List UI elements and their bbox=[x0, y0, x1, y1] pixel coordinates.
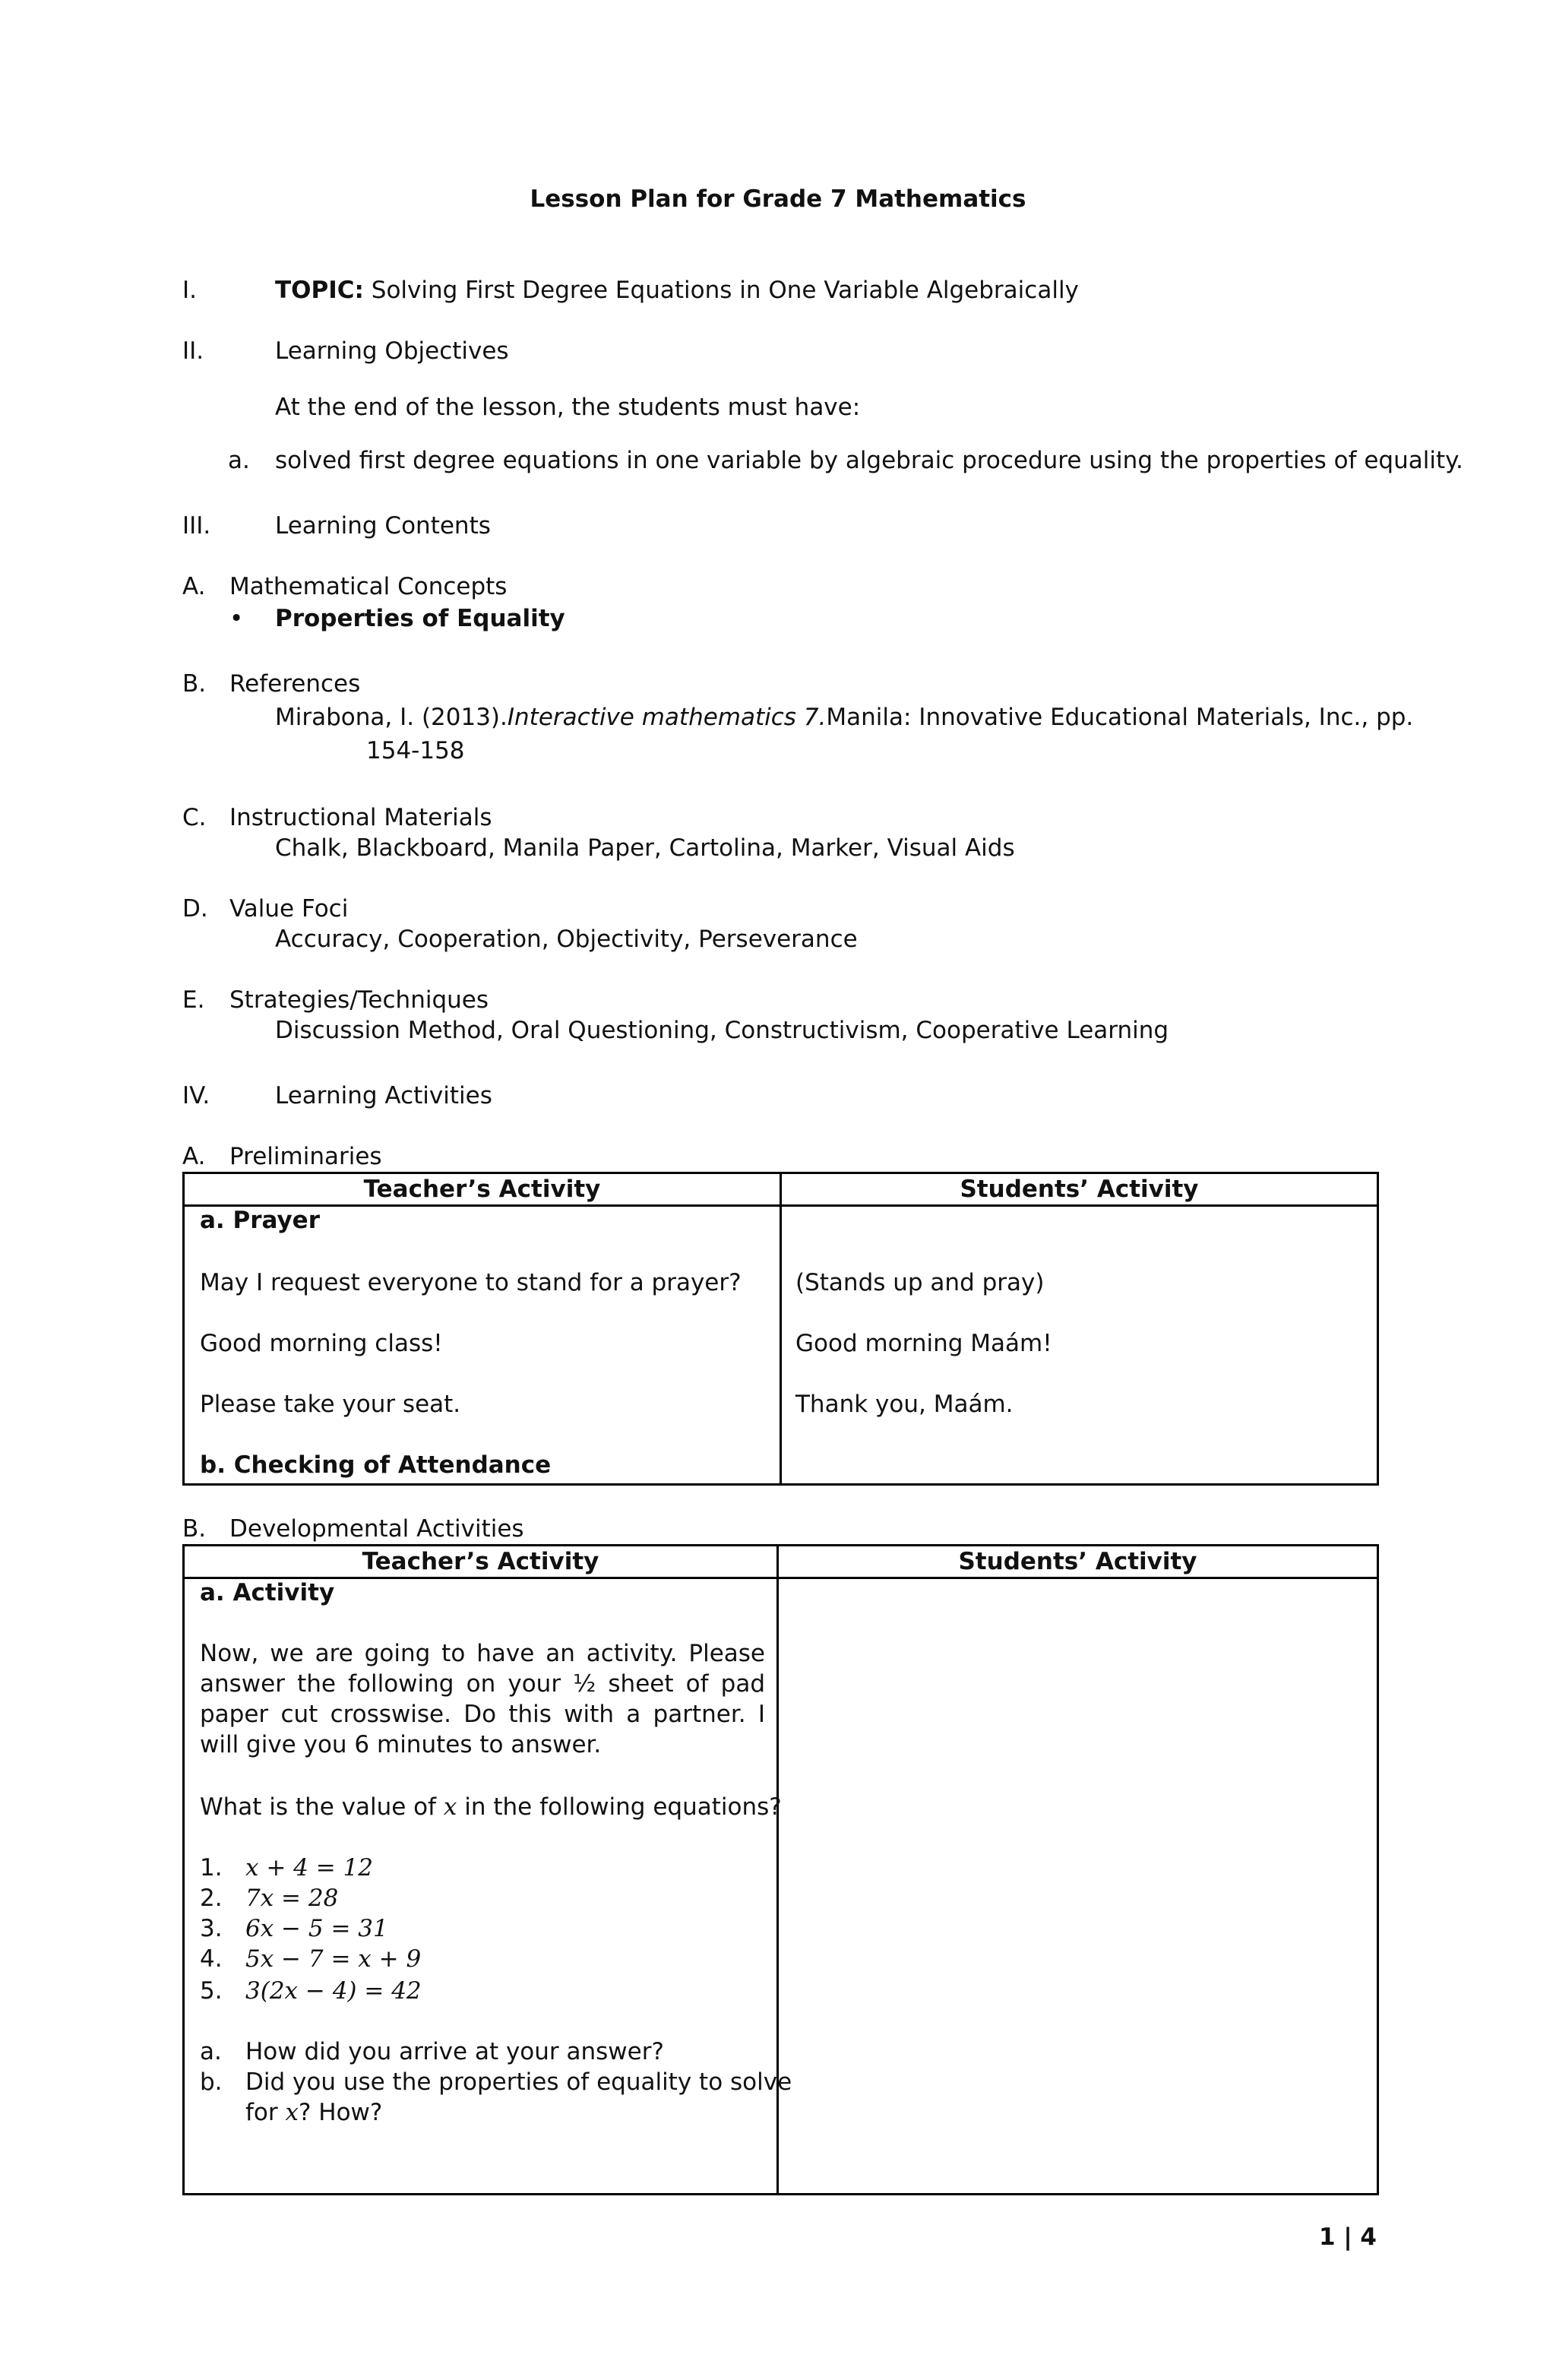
equation-number: 5. bbox=[200, 1977, 223, 2005]
strategies-text: Discussion Method, Oral Questioning, Constructivism, Cooperative Learning bbox=[275, 1017, 1169, 1044]
page-number: 1 | 4 bbox=[1318, 2223, 1377, 2251]
equation: 6x − 5 = 31 bbox=[245, 1915, 388, 1942]
objectives-heading: Learning Objectives bbox=[275, 337, 509, 365]
reference-citation bbox=[275, 704, 1414, 732]
question-variable: x bbox=[443, 1793, 457, 1821]
concepts-item: Properties of Equality bbox=[275, 605, 565, 632]
references-heading: References bbox=[229, 670, 361, 698]
equation: x + 4 = 12 bbox=[245, 1854, 374, 1882]
teacher-line: Good morning class! bbox=[200, 1330, 443, 1357]
followup-text: ? How? bbox=[298, 2099, 383, 2126]
student-line: Thank you, Maám. bbox=[795, 1391, 1014, 1418]
followup-question: How did you arrive at your answer? bbox=[245, 2038, 664, 2065]
equation-number: 1. bbox=[200, 1854, 223, 1882]
topic-label: TOPIC: bbox=[275, 277, 364, 304]
attendance-heading: b. Checking of Attendance bbox=[200, 1451, 552, 1479]
contents-number: III. bbox=[182, 512, 211, 540]
preliminaries-table bbox=[182, 1172, 1379, 1486]
equation: 7x = 28 bbox=[245, 1885, 339, 1912]
developmental-students-cell bbox=[778, 1578, 1378, 2195]
equation-number: 2. bbox=[200, 1885, 223, 1912]
values-text: Accuracy, Cooperation, Objectivity, Perseverance bbox=[275, 926, 858, 953]
activity-question bbox=[200, 1793, 782, 1821]
objectives-intro: At the end of the lesson, the students must have: bbox=[275, 394, 861, 421]
reference-book: Interactive mathematics 7. bbox=[507, 704, 827, 731]
question-text-post: in the following equations? bbox=[464, 1793, 782, 1821]
developmental-letter: B. bbox=[182, 1515, 207, 1543]
topic-text: Solving First Degree Equations in One Variable Algebraically bbox=[371, 277, 1079, 304]
followup-text: for bbox=[245, 2099, 278, 2126]
developmental-col-teacher: Teacher’s Activity bbox=[184, 1546, 778, 1578]
strategies-heading: Strategies/Techniques bbox=[229, 986, 489, 1014]
followup-variable: x bbox=[285, 2099, 299, 2126]
question-text-pre: What is the value of bbox=[200, 1793, 437, 1821]
values-heading: Value Foci bbox=[229, 895, 349, 923]
preliminaries-students-cell bbox=[781, 1206, 1378, 1485]
equation-number: 3. bbox=[200, 1915, 223, 1942]
topic-number: I. bbox=[182, 277, 197, 304]
reference-author: Mirabona, I. (2013). bbox=[275, 704, 508, 731]
student-line: (Stands up and pray) bbox=[795, 1269, 1045, 1296]
teacher-line: Please take your seat. bbox=[200, 1391, 461, 1418]
equation: 5x − 7 = x + 9 bbox=[245, 1945, 422, 1973]
followup-question-cont bbox=[245, 2099, 382, 2127]
references-letter: B. bbox=[182, 670, 207, 698]
reference-pages: 154-158 bbox=[366, 737, 465, 764]
page-title: Lesson Plan for Grade 7 Mathematics bbox=[530, 185, 1026, 213]
developmental-col-students: Students’ Activity bbox=[778, 1546, 1378, 1578]
concepts-letter: A. bbox=[182, 573, 206, 600]
values-letter: D. bbox=[182, 895, 208, 923]
preliminaries-col-students: Students’ Activity bbox=[781, 1173, 1378, 1206]
concepts-heading: Mathematical Concepts bbox=[229, 573, 508, 600]
preliminaries-teacher-cell bbox=[184, 1206, 781, 1485]
concepts-bullet: • bbox=[229, 605, 244, 632]
strategies-letter: E. bbox=[182, 986, 205, 1014]
equation: 3(2x − 4) = 42 bbox=[245, 1977, 422, 2005]
developmental-heading: Developmental Activities bbox=[229, 1515, 524, 1543]
activity-heading: a. Activity bbox=[200, 1579, 335, 1606]
activities-number: IV. bbox=[182, 1082, 210, 1109]
materials-text: Chalk, Blackboard, Manila Paper, Cartolina, Marker, Visual Aids bbox=[275, 834, 1015, 862]
activities-heading: Learning Activities bbox=[275, 1082, 492, 1109]
objective-item: solved first degree equations in one variable by algebraic procedure using the properties of equality. bbox=[275, 447, 1463, 474]
student-line: Good morning Maám! bbox=[795, 1330, 1052, 1357]
contents-heading: Learning Contents bbox=[275, 512, 491, 540]
followup-letter: a. bbox=[200, 2038, 222, 2065]
teacher-line: May I request everyone to stand for a prayer? bbox=[200, 1269, 742, 1296]
developmental-table bbox=[182, 1544, 1379, 2195]
preliminaries-letter: A. bbox=[182, 1143, 206, 1170]
followup-question: Did you use the properties of equality to solve bbox=[245, 2068, 792, 2096]
equation-number: 4. bbox=[200, 1945, 223, 1973]
preliminaries-col-teacher: Teacher’s Activity bbox=[184, 1173, 781, 1206]
materials-letter: C. bbox=[182, 804, 207, 831]
prayer-heading: a. Prayer bbox=[200, 1207, 320, 1234]
materials-heading: Instructional Materials bbox=[229, 804, 492, 831]
objectives-number: II. bbox=[182, 337, 204, 365]
activity-instructions: Now, we are going to have an activity. Please answer the following on your ½ sheet of pad paper cut crosswise. Do this with a partner. I will give you 6 minutes to answer. bbox=[200, 1640, 765, 1758]
followup-letter: b. bbox=[200, 2068, 223, 2096]
objective-item-letter: a. bbox=[228, 447, 250, 474]
preliminaries-heading: Preliminaries bbox=[229, 1143, 382, 1170]
developmental-teacher-cell bbox=[184, 1578, 792, 2195]
reference-publisher: Manila: Innovative Educational Materials, Inc., pp. bbox=[826, 704, 1414, 731]
topic-line bbox=[275, 277, 1079, 305]
